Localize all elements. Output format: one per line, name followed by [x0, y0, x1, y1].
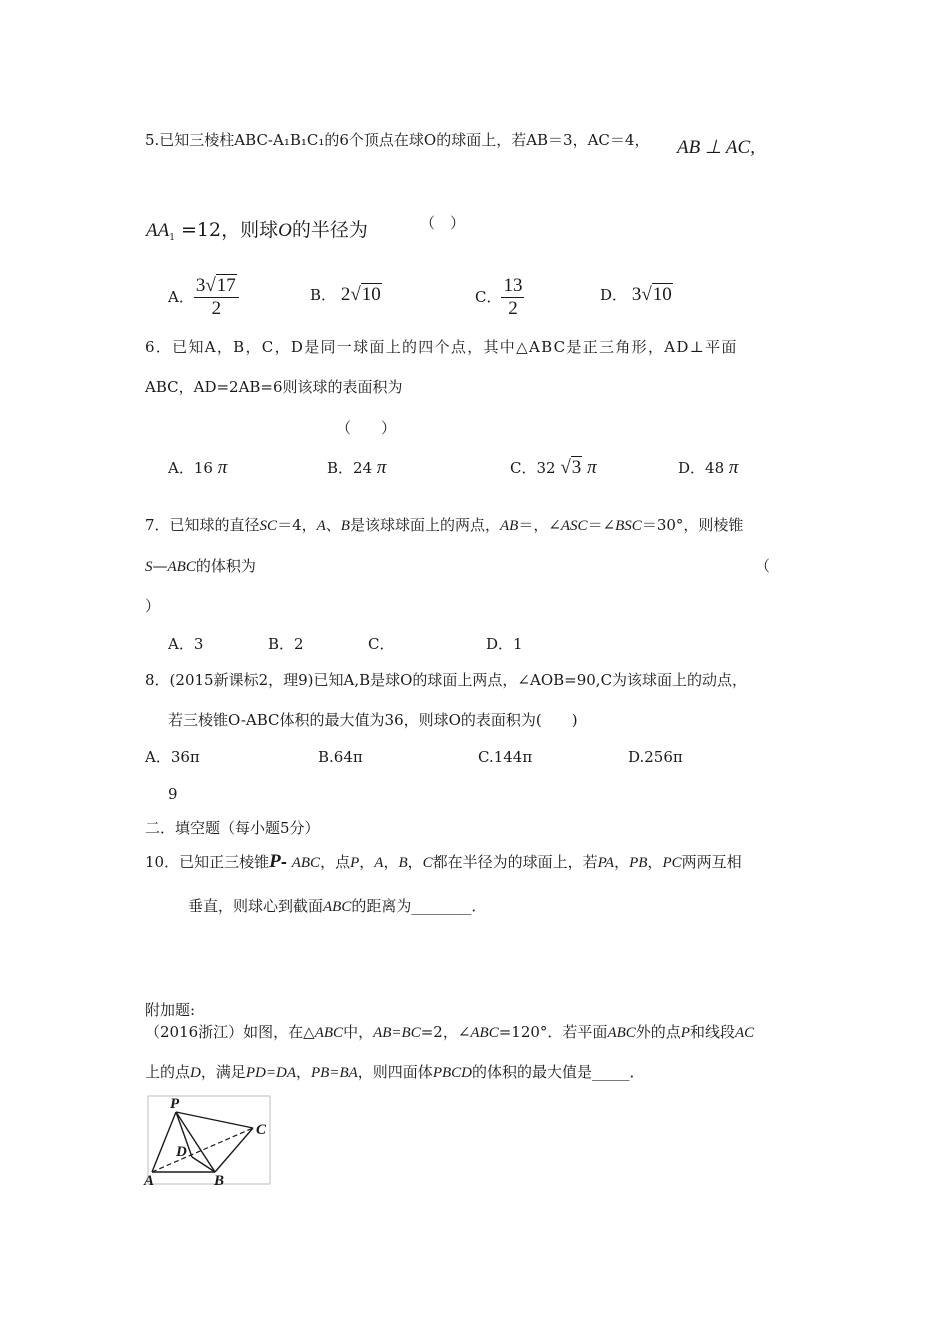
q5-b-coef: 2 — [340, 284, 351, 305]
label-a: A — [144, 1173, 155, 1189]
extra-ab-bc: AB=BC — [373, 1025, 421, 1041]
q5-a-radicand: 17 — [216, 274, 236, 296]
q7-line1 — [145, 515, 743, 536]
q10-abc: ABC — [291, 855, 321, 871]
extra-point-d: D — [190, 1065, 201, 1081]
extra-ac: AC — [734, 1025, 755, 1041]
label-d: D — [176, 1144, 187, 1160]
q7-point-b: B — [340, 518, 350, 534]
pi-symbol: π — [217, 457, 228, 478]
figure-frame — [148, 1096, 270, 1184]
extra-text: 上的点 — [145, 1063, 191, 1081]
q7-option-d: D．1 — [486, 635, 523, 653]
q10-text: ， — [407, 853, 423, 871]
q10-line1 — [145, 852, 742, 873]
extra-text: ． — [629, 1063, 645, 1081]
q10-text: ，点 — [320, 853, 351, 871]
extra-point-p: P — [680, 1025, 690, 1041]
q10-point-c: C — [422, 855, 433, 871]
extra-pbcd: PBCD — [432, 1065, 472, 1081]
edge-pa — [152, 1112, 176, 1172]
q7-text: 7．已知球的直径 — [145, 516, 260, 534]
q8-line1: 8．(2015新课标2，理9)已知A,B是球O的球面上两点，∠AOB=90,C为该球面上的动点， — [145, 671, 748, 689]
q9-number: 9 — [168, 785, 178, 803]
q6-option-d — [678, 458, 738, 478]
q5-line2-end: 的半径为 — [291, 219, 368, 241]
q5-c-den: 2 — [508, 297, 518, 319]
q6-option-b-label: B．24 — [327, 459, 373, 477]
extra-text: 外的点 — [635, 1023, 681, 1041]
edge-db — [192, 1157, 215, 1172]
q5-option-a — [168, 272, 239, 322]
label-b: B — [214, 1173, 225, 1189]
q5-line2 — [146, 220, 368, 248]
q5-d-radicand: 10 — [652, 284, 672, 305]
q6-option-c: C．32 √3 π — [510, 457, 597, 478]
q6-option-b — [327, 458, 386, 478]
q7-bsc: BSC — [615, 518, 642, 534]
extra-answer-blank: _____ — [592, 1063, 630, 1081]
q10-text: 两两互相 — [681, 853, 742, 871]
q10-text: 都在半径为的球面上，若 — [432, 853, 598, 871]
q5-option-c-fraction — [501, 275, 524, 320]
q5-perp-condition: AB ⊥ AC, — [677, 137, 755, 158]
q10-pb: PB — [629, 855, 648, 871]
q8-option-d: D.256π — [628, 748, 683, 766]
extra-line1 — [145, 1022, 754, 1043]
q10-p: P — [269, 851, 281, 872]
extra-text: 和线段 — [689, 1023, 735, 1041]
q8-line2: 若三棱锥O-ABC体积的最大值为36，则球O的表面积为( ) — [168, 711, 578, 729]
q7-line2 — [145, 556, 256, 577]
extra-pb-ba: PB=BA — [311, 1065, 358, 1081]
q5-option-a-fraction: $\frac{3√17}{2}$ — [194, 275, 239, 320]
pi-symbol: π — [587, 457, 597, 478]
q5-b-radicand: 10 — [361, 284, 381, 305]
q7-s: S — [145, 559, 153, 575]
extra-text: ，则四面体 — [357, 1063, 433, 1081]
label-c: C — [256, 1122, 267, 1138]
q5-option-b: B． 2√10 — [310, 284, 381, 305]
extra-text: =120°．若平面 — [498, 1023, 608, 1041]
q10-text: 的距离为________． — [351, 897, 487, 915]
extra-abc: ABC — [607, 1025, 636, 1041]
q7-ab: AB — [499, 518, 519, 534]
q10-point-a: A — [374, 855, 384, 871]
q10-text: ， — [359, 853, 375, 871]
extra-pd-da: PD=DA — [245, 1065, 296, 1081]
q10-text: ， — [614, 853, 630, 871]
q10-abc-section: ABC — [323, 899, 352, 915]
extra-text: ， — [296, 1063, 312, 1081]
q6-option-a-label: A．16 — [168, 459, 213, 477]
q7-option-c: C． — [368, 635, 395, 653]
q7-text: ＝4， — [277, 516, 317, 534]
q7-paren-close: ） — [145, 597, 161, 615]
pi-symbol: π — [376, 457, 387, 478]
q6-option-d-label: D．48 — [678, 459, 725, 477]
q5-sphere-o: O — [278, 220, 292, 241]
q10-line2 — [188, 896, 486, 917]
q10-text: ， — [647, 853, 663, 871]
q7-sc: SC — [259, 518, 278, 534]
extra-text: ，满足 — [200, 1063, 246, 1081]
q5-c-num: 13 — [503, 274, 523, 296]
q7-option-a: A．3 — [168, 635, 204, 653]
q6-answer-paren: （ ） — [336, 419, 397, 437]
q8-option-a: A．36π — [145, 748, 200, 766]
q10-point-p: P — [350, 855, 360, 871]
q10-text: ， — [383, 853, 399, 871]
q5-line2-rest: =12，则球 — [174, 219, 279, 241]
q5-aa1: AA — [146, 220, 170, 241]
q5-option-d-label: D． — [600, 286, 628, 304]
q8-option-c: C.144π — [478, 748, 533, 766]
q7-text: 的体积为 — [195, 557, 256, 575]
q5-option-c-label: C． — [475, 288, 502, 306]
extra-text: 的体积的最大值是 — [471, 1063, 592, 1081]
edge-bc — [215, 1128, 253, 1172]
q10-point-b: B — [398, 855, 408, 871]
edge-pc — [176, 1112, 253, 1128]
extra-abc: ABC — [470, 1025, 499, 1041]
extra-abc: ABC — [314, 1025, 344, 1041]
section-2-heading: 二．填空题（每小题5分） — [145, 819, 320, 837]
tetrahedron-figure — [140, 1092, 280, 1192]
edge-pb — [176, 1112, 215, 1172]
q10-dash: - — [280, 853, 287, 871]
q7-paren-open: （ — [755, 557, 771, 575]
q7-abc: ABC — [167, 559, 196, 575]
q5-aa1-sub: 1 — [169, 233, 175, 243]
q7-text: ＝30°，则棱锥 — [641, 516, 744, 534]
q5-option-a-label: A． — [168, 288, 194, 306]
q7-text: 是该球球面上的两点， — [349, 516, 500, 534]
extra-text: =2，∠ — [420, 1023, 471, 1041]
q5-option-c — [475, 272, 524, 322]
q10-text: 垂直，则球心到截面 — [188, 897, 324, 915]
q6-option-c-label: C．32 — [510, 459, 556, 477]
q6-line1: 6．已知A，B，C，D是同一球面上的四个点，其中△ABC是正三角形，AD⊥平面 — [145, 338, 738, 356]
q6-line2: ABC，AD=2AB=6则该球的表面积为 — [145, 378, 403, 396]
q5-d-coef: 3 — [631, 284, 642, 305]
q5-line1: 5.已知三棱柱ABC-A₁B₁C₁的6个顶点在球O的球面上，若AB＝3，AC＝4， — [145, 131, 650, 149]
q10-text: 10．已知正三棱锥 — [145, 853, 270, 871]
q7-text: — — [152, 557, 168, 575]
q5-answer-paren: （ ） — [420, 214, 466, 232]
pi-symbol: π — [728, 457, 739, 478]
label-p: P — [170, 1096, 180, 1112]
q7-option-b: B．2 — [268, 635, 304, 653]
q8-option-b: B.64π — [318, 748, 363, 766]
q10-pa: PA — [597, 855, 615, 871]
q6-option-a — [168, 458, 227, 478]
extra-title: 附加题: — [145, 1001, 196, 1019]
q10-pc: PC — [662, 855, 682, 871]
q7-point-a: A — [316, 518, 326, 534]
q5-a-den: 2 — [211, 297, 222, 319]
q7-text: ＝，∠ — [518, 516, 561, 534]
q5-option-b-label: B． — [310, 286, 337, 304]
q6-c-radicand: 3 — [571, 457, 582, 478]
extra-text: （2016浙江）如图，在△ — [145, 1023, 315, 1041]
q5-a-coef: 3 — [195, 274, 206, 296]
q5-option-d: D． 3√10 — [600, 284, 672, 305]
extra-line2 — [145, 1062, 645, 1083]
q7-asc: ASC — [560, 518, 588, 534]
q7-text: 、 — [325, 516, 341, 534]
q7-text: ＝∠ — [587, 516, 616, 534]
extra-text: 中， — [343, 1023, 374, 1041]
